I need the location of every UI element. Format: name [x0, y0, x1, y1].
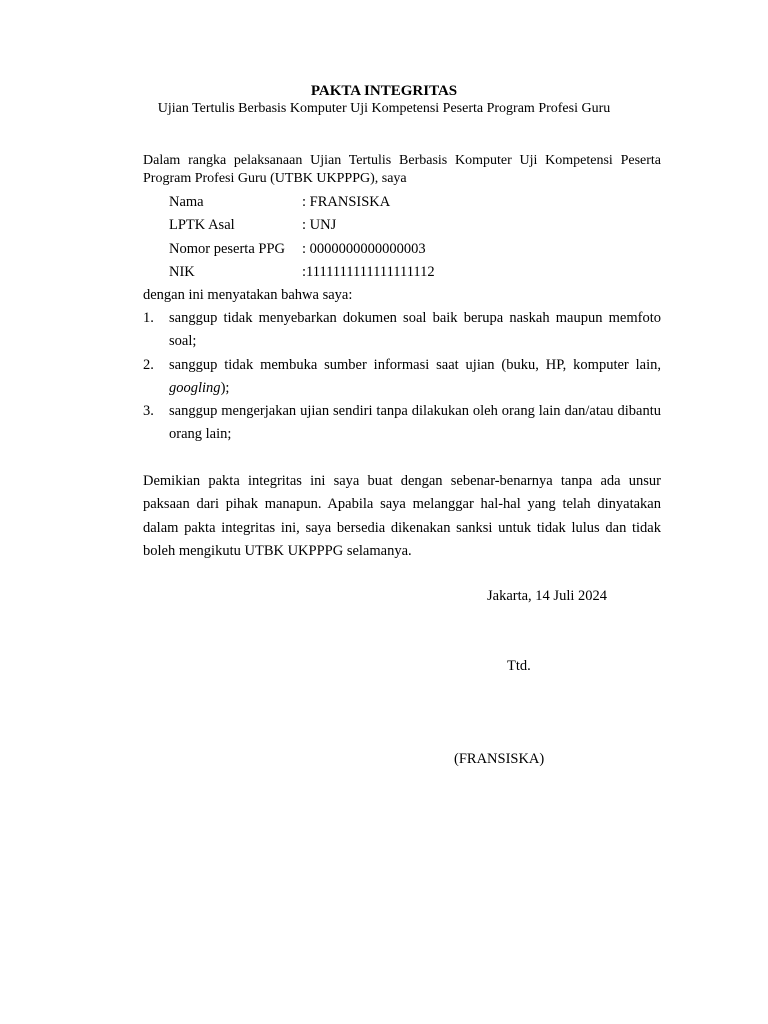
list-item-text-end: );: [220, 379, 230, 396]
intro-paragraph: Dalam rangka pelaksanaan Ujian Tertulis Berbasis Komputer Uji Kompetensi Peserta Program Profesi Guru (UTBK UKPPPG), saya: [143, 153, 661, 186]
list-item-text: sanggup tidak membuka sumber informasi saat ujian (buku, HP, komputer lain,: [169, 356, 661, 373]
document-subtitle: Ujian Tertulis Berbasis Komputer Uji Kompetensi Peserta Program Profesi Guru: [157, 101, 611, 116]
place-date: Jakarta, 14 Juli 2024: [487, 588, 608, 604]
identity-label: Nama: [169, 194, 204, 210]
identity-label: Nomor peserta PPG: [169, 240, 285, 257]
identity-label: LPTK Asal: [169, 217, 235, 234]
identity-value: : UNJ: [302, 217, 337, 234]
list-item-number: 2.: [143, 356, 154, 373]
identity-label: NIK: [169, 263, 195, 280]
identity-row-nik: [169, 261, 435, 284]
identity-value: : FRANSISKA: [302, 194, 391, 210]
list-item: [143, 354, 661, 401]
identity-value: : 0000000000000003: [302, 240, 426, 257]
document-title: PAKTA INTEGRITAS: [310, 83, 458, 99]
list-item: [143, 307, 661, 354]
list-item-italic-text: googling: [169, 379, 221, 396]
declaration-lead: dengan ini menyatakan bahwa saya:: [143, 287, 353, 303]
list-item-number: 1.: [143, 310, 154, 326]
statement-list: [143, 307, 661, 447]
closing-paragraph: Demikian pakta integritas ini saya buat dengan sebenar-benarnya tanpa ada unsur paksaan dari pihak manapun. Apabila saya melanggar hal-hal yang telah dinyatakan dalam pakta integritas ini, saya bersedia dikenakan sanksi untuk tidak lulus dan tidak boleh mengikutu UTBK UKPPPG selamanya.: [143, 473, 661, 559]
signature-mark: Ttd.: [507, 658, 531, 674]
signer-name: (FRANSISKA): [454, 751, 545, 767]
identity-row-nomor-peserta: [169, 238, 435, 261]
identity-table: [169, 191, 435, 284]
identity-row-nama: [169, 191, 435, 214]
list-item: [143, 400, 661, 447]
list-item-number: 3.: [143, 403, 154, 420]
list-item-text: sanggup mengerjakan ujian sendiri tanpa dilakukan oleh orang lain dan/atau dibantu orang lain;: [169, 403, 661, 443]
list-item-text: sanggup tidak menyebarkan dokumen soal baik berupa naskah maupun memfoto soal;: [169, 310, 661, 350]
identity-value: :1111111111111111112: [302, 263, 435, 280]
identity-row-lptk: [169, 214, 435, 237]
